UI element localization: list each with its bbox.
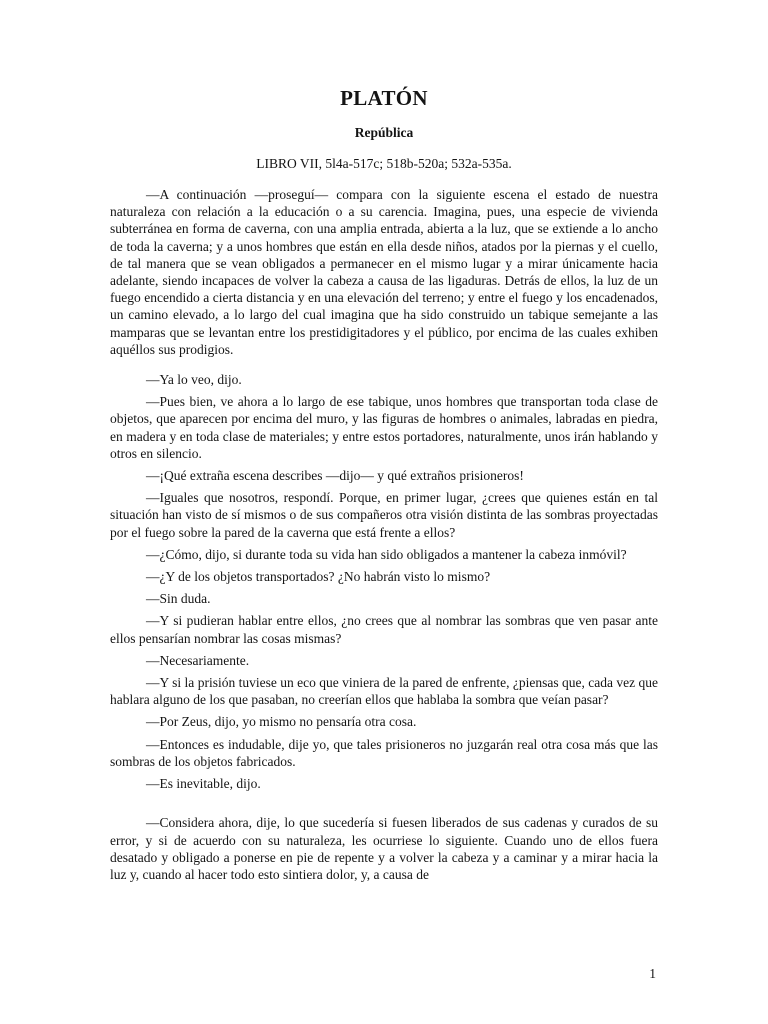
author-heading: PLATÓN (340, 86, 428, 110)
page-number: 1 (649, 966, 656, 981)
paragraph: —Es inevitable, dijo. (146, 776, 261, 792)
book-reference: LIBRO VII, 5l4a-517c; 518b-520a; 532a-535a. (256, 156, 512, 171)
paragraph: —¿Cómo, dijo, si durante toda su vida han sido obligados a mantener la cabeza inmóvil? (146, 546, 627, 562)
paragraph: —Por Zeus, dijo, yo mismo no pensaría otra cosa. (146, 714, 417, 730)
paragraph: —¡Qué extraña escena describes —dijo— y qué extraños prisioneros! (146, 468, 524, 484)
paragraph: —A continuación —proseguí— compara con la siguiente escena el estado de nuestra naturaleza con relación a la educación o a su carencia. Imagina, pues, una especie de vivienda subterránea en forma de caverna, con una amplia entrada, abierta a la luz, que se extiende a lo ancho de toda la caverna; y a unos hombres que están en ella desde niños, atados por la piernas y el cuello, de tal manera que se vean obligados a permanecer en el mismo lugar y a mirar únicamente hacia adelante, siendo incapaces de volver la cabeza a causa de las ligaduras. Detrás de ellos, la luz de un fuego encendido a cierta distancia y en una elevación del terreno; y entre el fuego y los encadenados, un camino elevado, a lo largo del cual imagina que ha sido construido un tabique semejante a las mamparas que se levantan entre los prestidigitadores y el público, por encima de las cuales exhiben aquéllos sus prodigios. (110, 187, 658, 357)
paragraph: —Y si la prisión tuviese un eco que viniera de la pared de enfrente, ¿piensas que, cada vez que hablara alguno de los que pasaban, no creerían ellos que hablaba la sombra que veían pasar? (110, 675, 658, 708)
paragraph: —Sin duda. (146, 591, 211, 607)
paragraph: —Iguales que nosotros, respondí. Porque, en primer lugar, ¿crees que quienes están en tal situación han visto de sí mismos o de sus compañeros otra visión distinta de las sombras proyectadas por el fuego sobre la pared de la caverna que está frente a ellos? (110, 490, 658, 540)
paragraph: —Considera ahora, dije, lo que sucedería si fuesen liberados de sus cadenas y curados de su error, y si de acuerdo con su naturaleza, les ocurriese lo siguiente. Cuando uno de ellos fuera desatado y obligado a ponerse en pie de repente y a volver la cabeza y a caminar y a mirar hacia la luz y, cuando al hacer todo esto sintiera dolor, y, a causa de (110, 815, 658, 882)
paragraph: —Y si pudieran hablar entre ellos, ¿no crees que al nombrar las sombras que ven pasar ante ellos pensarían nombrar las cosas mismas? (110, 613, 658, 646)
paragraph: —Entonces es indudable, dije yo, que tales prisioneros no juzgarán real otra cosa más que las sombras de los objetos fabricados. (110, 736, 658, 769)
paragraph: —¿Y de los objetos transportados? ¿No habrán visto lo mismo? (146, 569, 491, 585)
paragraph: —Ya lo veo, dijo. (146, 372, 242, 388)
body-text (110, 186, 658, 888)
work-title: República (354, 125, 414, 140)
paragraph: —Pues bien, ve ahora a lo largo de ese tabique, unos hombres que transportan toda clase de objetos, que aparecen por encima del muro, y las figuras de hombres o animales, labradas en piedra, en madera y en toda clase de materiales; y entre estos portadores, naturalmente, unos irán hablando y otros en silencio. (110, 394, 658, 461)
paragraph: —Necesariamente. (146, 652, 250, 668)
